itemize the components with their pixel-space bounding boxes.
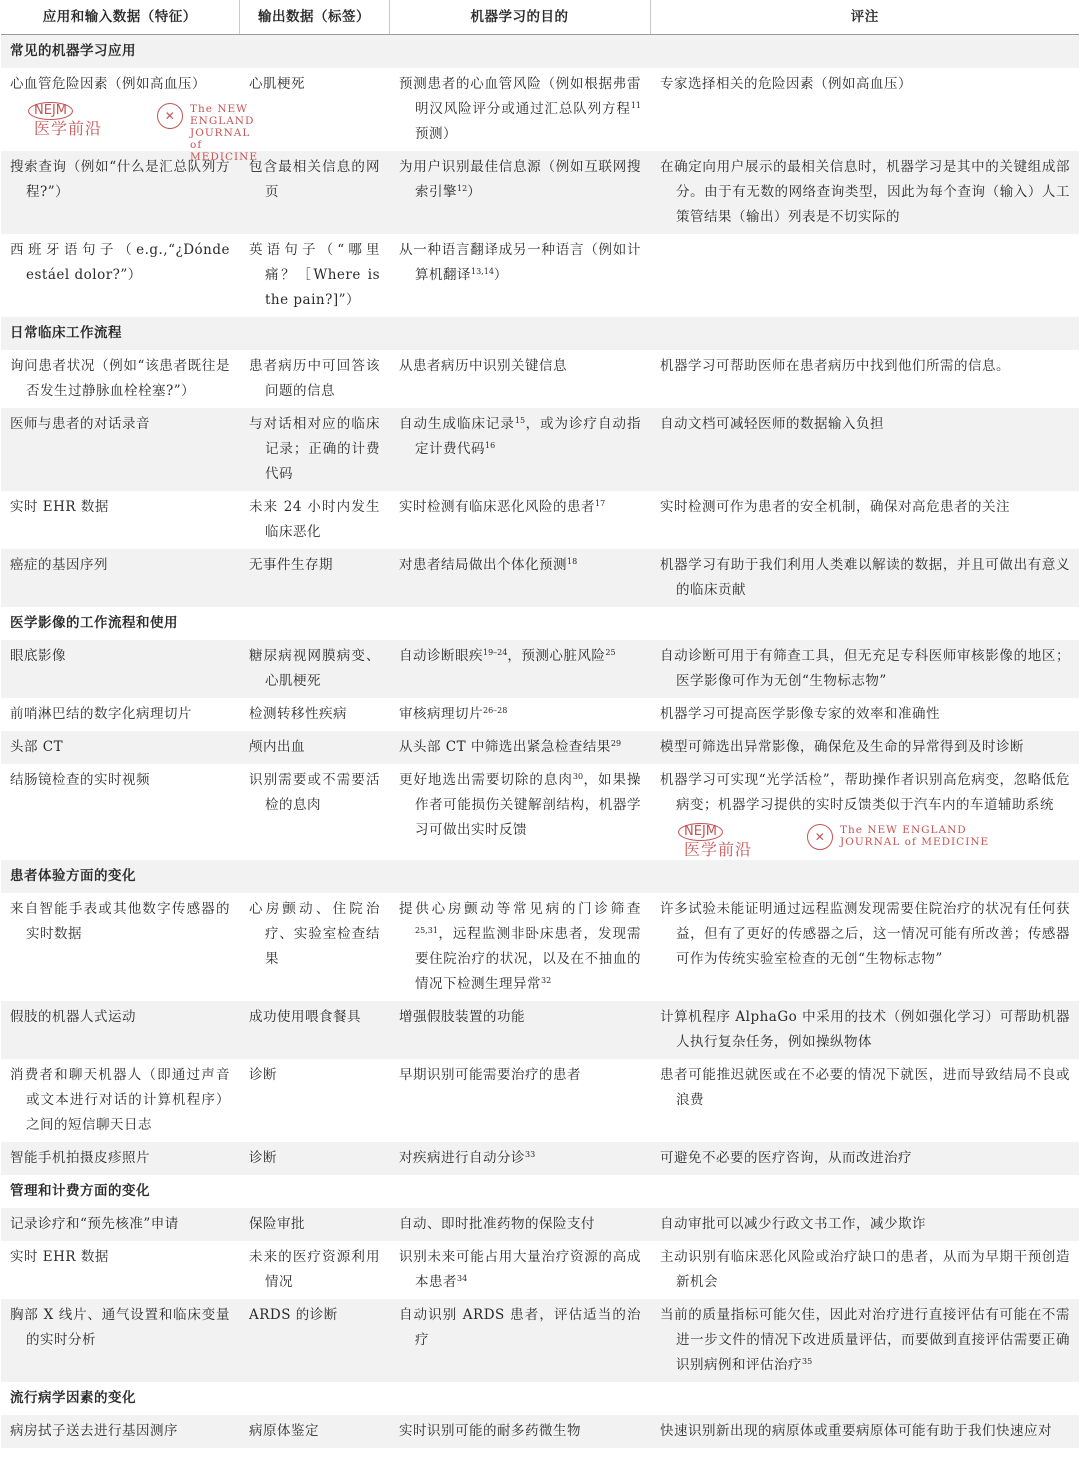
section-title: 常见的机器学习应用 <box>1 35 1079 69</box>
table-row <box>1 1059 1079 1142</box>
purpose-main: 从头部 CT 中筛选出紧急检查结果 <box>399 739 611 755</box>
output-text: 患者病历中可回答该问题的信息 <box>249 358 380 399</box>
cell-comment <box>650 350 1079 408</box>
cell-purpose <box>389 640 650 698</box>
output-text: 心肌梗死 <box>249 76 305 92</box>
header-purpose: 机器学习的目的 <box>389 0 650 35</box>
purpose-text <box>399 412 641 462</box>
comment-text <box>660 354 1070 379</box>
purpose-text <box>399 1419 641 1444</box>
input-text: 结肠镜检查的实时视频 <box>10 772 150 788</box>
purpose-text <box>399 155 641 205</box>
comment-text <box>660 1245 1070 1295</box>
section-title: 医学影像的工作流程和使用 <box>1 607 1079 640</box>
cell-output <box>239 1142 389 1175</box>
citation: 12 <box>457 184 468 193</box>
section-title: 管理和计费方面的变化 <box>1 1175 1079 1208</box>
citation: 19–24 <box>483 648 508 657</box>
nejm-seal-icon: ✕ <box>157 103 183 129</box>
cell-output <box>239 491 389 549</box>
output-text: 未来的医疗资源利用情况 <box>249 1249 380 1290</box>
table-row <box>1 1208 1079 1241</box>
purpose-main: 实时检测有临床恶化风险的患者 <box>399 499 595 515</box>
input-text: 询问患者状况（例如“该患者既往是否发生过静脉血栓栓塞?”） <box>10 358 230 399</box>
cell-output <box>239 408 389 491</box>
watermark <box>660 820 1070 859</box>
output-text: ARDS 的诊断 <box>249 1307 338 1323</box>
purpose-main: 对疾病进行自动分诊 <box>399 1150 525 1166</box>
comment-text <box>660 897 1070 972</box>
nejm-journal-line1: The NEW ENGLAND <box>190 103 255 127</box>
section-row <box>1 860 1079 893</box>
cell-output <box>239 893 389 1001</box>
cell-input <box>1 731 239 764</box>
cell-output <box>239 68 389 151</box>
section-row <box>1 317 1079 350</box>
nejm-mark: NEJM <box>28 102 73 120</box>
nejm-chinese-text: 医学前沿 <box>34 119 103 138</box>
nejm-journal-line2: JOURNAL of MEDICINE <box>840 836 990 848</box>
table-row <box>1 1001 1079 1059</box>
comment-main: 自动审批可以减少行政文书工作，减少欺诈 <box>660 1216 926 1232</box>
cell-output <box>239 1299 389 1382</box>
output-text: 包含最相关信息的网页 <box>249 159 380 200</box>
nejm-journal-logo <box>840 824 989 848</box>
purpose-text <box>399 768 641 843</box>
cell-input <box>1 698 239 731</box>
header-input: 应用和输入数据（特征） <box>1 0 239 35</box>
output-text: 心房颤动、住院治疗、实验室检查结果 <box>249 901 380 967</box>
purpose-text <box>399 702 641 727</box>
purpose-tail: 预测） <box>415 126 457 142</box>
cell-comment <box>650 1241 1079 1299</box>
cell-input <box>1 640 239 698</box>
table-row <box>1 764 1079 860</box>
ml-applications-table <box>1 0 1079 1448</box>
comment-text <box>660 1303 1070 1378</box>
comment-text <box>660 702 1070 727</box>
output-text: 与对话相对应的临床记录；正确的计费代码 <box>249 416 380 482</box>
cell-input <box>1 350 239 408</box>
citation: 29 <box>610 739 622 748</box>
purpose-text <box>399 1146 641 1171</box>
output-text: 颅内出血 <box>249 739 305 755</box>
cell-input <box>1 549 239 607</box>
comment-main: 实时检测可作为患者的安全机制，确保对高危患者的关注 <box>660 499 1010 515</box>
cell-comment <box>650 1415 1079 1448</box>
purpose-main: 从患者病历中识别关键信息 <box>399 358 567 374</box>
table-row <box>1 151 1079 234</box>
purpose-tail: ） <box>493 267 508 283</box>
output-text: 糖尿病视网膜病变、心肌梗死 <box>249 648 380 689</box>
cell-purpose <box>389 698 650 731</box>
purpose-text <box>399 495 641 520</box>
comment-text <box>660 412 1070 437</box>
input-text: 胸部 X 线片、通气设置和临床变量的实时分析 <box>10 1307 230 1348</box>
cell-output <box>239 350 389 408</box>
cell-output <box>239 764 389 860</box>
purpose-main: 自动识别 ARDS 患者，评估适当的治疗 <box>399 1307 641 1348</box>
table-row <box>1 68 1079 151</box>
purpose-tail: ，或为诊疗自动指定计费代码 <box>415 416 641 457</box>
cell-input <box>1 1142 239 1175</box>
comment-main: 机器学习可帮助医师在患者病历中找到他们所需的信息。 <box>660 358 1010 374</box>
purpose-tail: ，预测心脏风险 <box>507 648 606 664</box>
table-row <box>1 549 1079 607</box>
cell-purpose <box>389 764 650 860</box>
cell-output <box>239 151 389 234</box>
comment-main: 专家选择相关的危险因素（例如高血压） <box>660 76 912 92</box>
section-row <box>1 607 1079 640</box>
table-row <box>1 731 1079 764</box>
comment-main: 自动诊断可用于有筛查工具，但无充足专科医师审核影像的地区；医学影像可作为无创“生物标志物” <box>660 648 1070 689</box>
comment-main: 模型可筛选出异常影像，确保危及生命的异常得到及时诊断 <box>660 739 1024 755</box>
cell-purpose <box>389 1241 650 1299</box>
cell-output <box>239 1208 389 1241</box>
purpose-text <box>399 238 641 288</box>
nejm-journal-logo <box>190 103 258 163</box>
cell-comment <box>650 1208 1079 1241</box>
nejm-seal-icon: ✕ <box>807 824 833 850</box>
section-title: 日常临床工作流程 <box>1 317 1079 350</box>
cell-comment <box>650 893 1079 1001</box>
citation: 34 <box>457 1274 468 1283</box>
comment-text <box>660 553 1070 603</box>
comment-main: 在确定向用户展示的最相关信息时，机器学习是其中的关键组成部分。由于有无数的网络查询类型，因此为每个查询（输入）人工策管结果（输出）列表是不切实际的 <box>660 159 1070 225</box>
purpose-main: 识别未来可能占用大量治疗资源的高成本患者 <box>399 1249 641 1290</box>
citation: 25,31 <box>415 926 438 935</box>
cell-comment <box>650 698 1079 731</box>
purpose-main: 审核病理切片 <box>399 706 483 722</box>
input-text: 来自智能手表或其他数字传感器的实时数据 <box>10 901 230 942</box>
output-text: 未来 24 小时内发生临床恶化 <box>249 499 380 540</box>
cell-output <box>239 234 389 317</box>
cell-comment <box>650 1142 1079 1175</box>
purpose-main: 预测患者的心血管风险（例如根据弗雷明汉风险评分或通过汇总队列方程 <box>399 76 641 117</box>
section-row <box>1 1382 1079 1415</box>
citation: 25 <box>605 648 616 657</box>
nejm-mark: NEJM <box>678 823 723 841</box>
citation: 18 <box>567 557 578 566</box>
table-row <box>1 698 1079 731</box>
output-text: 成功使用喂食餐具 <box>249 1009 361 1025</box>
cell-output <box>239 549 389 607</box>
cell-purpose <box>389 549 650 607</box>
input-text: 癌症的基因序列 <box>10 557 108 573</box>
table-body <box>1 35 1079 1449</box>
cell-comment <box>650 731 1079 764</box>
cell-input <box>1 1208 239 1241</box>
watermark <box>10 99 259 163</box>
purpose-main: 自动生成临床记录 <box>399 416 515 432</box>
purpose-text <box>399 1063 641 1088</box>
comment-text <box>660 72 1070 97</box>
input-text: 实时 EHR 数据 <box>10 499 109 515</box>
table-row <box>1 1415 1079 1448</box>
comment-main: 机器学习可提高医学影像专家的效率和准确性 <box>660 706 940 722</box>
output-text: 诊断 <box>249 1067 277 1083</box>
purpose-tail: ） <box>467 184 482 200</box>
purpose-text <box>399 354 641 379</box>
purpose-main: 实时识别可能的耐多药微生物 <box>399 1423 581 1439</box>
comment-main: 机器学习有助于我们利用人类难以解读的数据，并且可做出有意义的临床贡献 <box>660 557 1070 598</box>
cell-comment <box>650 491 1079 549</box>
comment-main: 计算机程序 AlphaGo 中采用的技术（例如强化学习）可帮助机器人执行复杂任务，例如操纵物体 <box>660 1009 1070 1050</box>
section-row <box>1 1175 1079 1208</box>
table-row <box>1 1299 1079 1382</box>
cell-input <box>1 1059 239 1142</box>
output-text: 病原体鉴定 <box>249 1423 319 1439</box>
cell-purpose <box>389 1142 650 1175</box>
table-row <box>1 350 1079 408</box>
purpose-text <box>399 1005 641 1030</box>
cell-input <box>1 1299 239 1382</box>
purpose-text <box>399 897 641 997</box>
purpose-text <box>399 1303 641 1353</box>
table-row <box>1 640 1079 698</box>
purpose-main: 自动、即时批准药物的保险支付 <box>399 1216 595 1232</box>
comment-main: 主动识别有临床恶化风险或治疗缺口的患者，从而为早期干预创造新机会 <box>660 1249 1070 1290</box>
cell-comment <box>650 764 1079 860</box>
cell-purpose <box>389 1208 650 1241</box>
table-row <box>1 893 1079 1001</box>
nejm-journal-line2: JOURNAL of MEDICINE <box>190 127 259 163</box>
citation: 30 <box>572 772 584 781</box>
comment-text <box>660 155 1070 230</box>
header-output: 输出数据（标签） <box>239 0 389 35</box>
purpose-main: 提供心房颤动等常见病的门诊筛查 <box>399 901 641 917</box>
purpose-text <box>399 72 641 147</box>
purpose-main: 从一种语言翻译成另一种语言（例如计算机翻译 <box>399 242 641 283</box>
cell-purpose <box>389 491 650 549</box>
comment-text <box>660 735 1070 760</box>
citation: 33 <box>525 1150 536 1159</box>
nejm-chinese-text: 医学前沿 <box>684 840 753 859</box>
citation: 16 <box>485 441 496 450</box>
cell-purpose <box>389 151 650 234</box>
comment-main: 快速识别新出现的病原体或重要病原体可能有助于我们快速应对 <box>660 1423 1052 1439</box>
output-text: 保险审批 <box>249 1216 305 1232</box>
cell-input <box>1 408 239 491</box>
output-text: 无事件生存期 <box>249 557 333 573</box>
citation: 17 <box>595 499 606 508</box>
cell-output <box>239 1001 389 1059</box>
cell-input <box>1 893 239 1001</box>
cell-purpose <box>389 1299 650 1382</box>
comment-main: 可避免不必要的医疗咨询，从而改进治疗 <box>660 1150 912 1166</box>
cell-purpose <box>389 893 650 1001</box>
comment-main: 机器学习可实现“光学活检”，帮助操作者识别高危病变，忽略低危病变；机器学习提供的实时反馈类似于汽车内的车道辅助系统 <box>660 772 1070 813</box>
input-text: 智能手机拍摄皮疹照片 <box>10 1150 150 1166</box>
purpose-main: 对患者结局做出个体化预测 <box>399 557 567 573</box>
purpose-text <box>399 735 641 760</box>
cell-purpose <box>389 234 650 317</box>
citation: 32 <box>541 976 552 985</box>
section-row <box>1 35 1079 69</box>
comment-text <box>660 768 1070 818</box>
purpose-text <box>399 644 641 669</box>
input-text: 病房拭子送去进行基因测序 <box>10 1423 178 1439</box>
cell-comment <box>650 549 1079 607</box>
comment-text <box>660 495 1070 520</box>
table-row <box>1 234 1079 317</box>
comment-text <box>660 1146 1070 1171</box>
cell-input <box>1 1001 239 1059</box>
table-row <box>1 491 1079 549</box>
input-text: 心血管危险因素（例如高血压） <box>10 76 206 92</box>
input-text: 眼底影像 <box>10 648 66 664</box>
cell-comment <box>650 68 1079 151</box>
citation: 26–28 <box>483 706 508 715</box>
comment-main: 许多试验未能证明通过远程监测发现需要住院治疗的状况有任何获益，但有了更好的传感器之后，这一情况可能有所改善；传感器可作为传统实验室检查的无创“生物标志物” <box>660 901 1070 967</box>
citation: 13,14 <box>471 267 494 276</box>
input-text: 记录诊疗和“预先核准”申请 <box>10 1216 179 1232</box>
cell-purpose <box>389 1415 650 1448</box>
output-text: 诊断 <box>249 1150 277 1166</box>
input-text: 假肢的机器人式运动 <box>10 1009 136 1025</box>
cell-purpose <box>389 68 650 151</box>
input-text: 前哨淋巴结的数字化病理切片 <box>10 706 192 722</box>
section-title: 患者体验方面的变化 <box>1 860 1079 893</box>
purpose-tail: ，远程监测非卧床患者，发现需要住院治疗的状况，以及在不抽血的情况下检测生理异常 <box>415 926 641 992</box>
table-row <box>1 1142 1079 1175</box>
input-text: 搜索查询（例如“什么是汇总队列方程?”） <box>10 159 230 200</box>
purpose-text <box>399 1212 641 1237</box>
cell-purpose <box>389 731 650 764</box>
cell-output <box>239 731 389 764</box>
cell-input <box>1 68 259 163</box>
cell-input <box>1 1241 239 1299</box>
nejm-journal-line1: The NEW ENGLAND <box>840 824 967 836</box>
output-text: 识别需要或不需要活检的息肉 <box>249 772 380 813</box>
input-text: 头部 CT <box>10 739 64 755</box>
cell-comment <box>650 408 1079 491</box>
citation: 35 <box>802 1357 813 1366</box>
cell-comment <box>650 640 1079 698</box>
cell-output <box>239 640 389 698</box>
comment-text <box>660 644 1070 694</box>
citation: 15 <box>514 416 526 425</box>
purpose-main: 更好地选出需要切除的息肉 <box>399 772 573 788</box>
cell-input <box>1 764 239 860</box>
cell-purpose <box>389 350 650 408</box>
output-text: 英语句子（“哪里痛？［Where is the pain?]”） <box>249 242 380 308</box>
cell-purpose <box>389 1001 650 1059</box>
cell-purpose <box>389 1059 650 1142</box>
comment-text <box>660 1063 1070 1113</box>
table-row <box>1 408 1079 491</box>
nejm-chinese-logo <box>678 822 752 858</box>
cell-purpose <box>389 408 650 491</box>
purpose-tail: ，如果操作者可能损伤关键解剖结构，机器学习可做出实时反馈 <box>415 772 641 838</box>
purpose-main: 早期识别可能需要治疗的患者 <box>399 1067 581 1083</box>
input-text: 西班牙语句子（e.g.,“¿Dónde estáel dolor?”） <box>10 242 230 283</box>
cell-input <box>1 491 239 549</box>
cell-comment <box>650 151 1079 234</box>
input-text: 实时 EHR 数据 <box>10 1249 109 1265</box>
purpose-text <box>399 1245 641 1295</box>
purpose-main: 为用户识别最佳信息源（例如互联网搜索引擎 <box>399 159 641 200</box>
comment-text <box>660 1419 1070 1444</box>
cell-comment <box>650 1299 1079 1382</box>
comment-main: 当前的质量指标可能欠佳，因此对治疗进行直接评估有可能在不需进一步文件的情况下改进质量评估，而要做到直接评估需要正确识别病例和评估治疗 <box>660 1307 1070 1373</box>
purpose-main: 自动诊断眼疾 <box>399 648 483 664</box>
nejm-chinese-logo <box>28 101 102 137</box>
cell-output <box>239 1241 389 1299</box>
purpose-main: 增强假肢装置的功能 <box>399 1009 525 1025</box>
citation: 11 <box>630 101 641 110</box>
cell-output <box>239 698 389 731</box>
comment-main: 患者可能推迟就医或在不必要的情况下就医，进而导致结局不良或浪费 <box>660 1067 1070 1108</box>
cell-input <box>1 151 239 234</box>
cell-input <box>1 234 239 317</box>
cell-output <box>239 1415 389 1448</box>
cell-comment <box>650 1001 1079 1059</box>
output-text: 检测转移性疾病 <box>249 706 347 722</box>
cell-output <box>239 1059 389 1142</box>
purpose-text <box>399 553 641 578</box>
input-text: 消费者和聊天机器人（即通过声音或文本进行对话的计算机程序）之间的短信聊天日志 <box>10 1067 230 1133</box>
comment-text <box>660 1005 1070 1055</box>
cell-input <box>1 1415 239 1448</box>
header-comment: 评注 <box>650 0 1079 35</box>
table-header-row <box>1 0 1079 35</box>
section-title: 流行病学因素的变化 <box>1 1382 1079 1415</box>
comment-text <box>660 1212 1070 1237</box>
comment-main: 自动文档可减轻医师的数据输入负担 <box>660 416 884 432</box>
table-row <box>1 1241 1079 1299</box>
cell-comment <box>650 234 1079 317</box>
cell-comment <box>650 1059 1079 1142</box>
input-text: 医师与患者的对话录音 <box>10 416 150 432</box>
